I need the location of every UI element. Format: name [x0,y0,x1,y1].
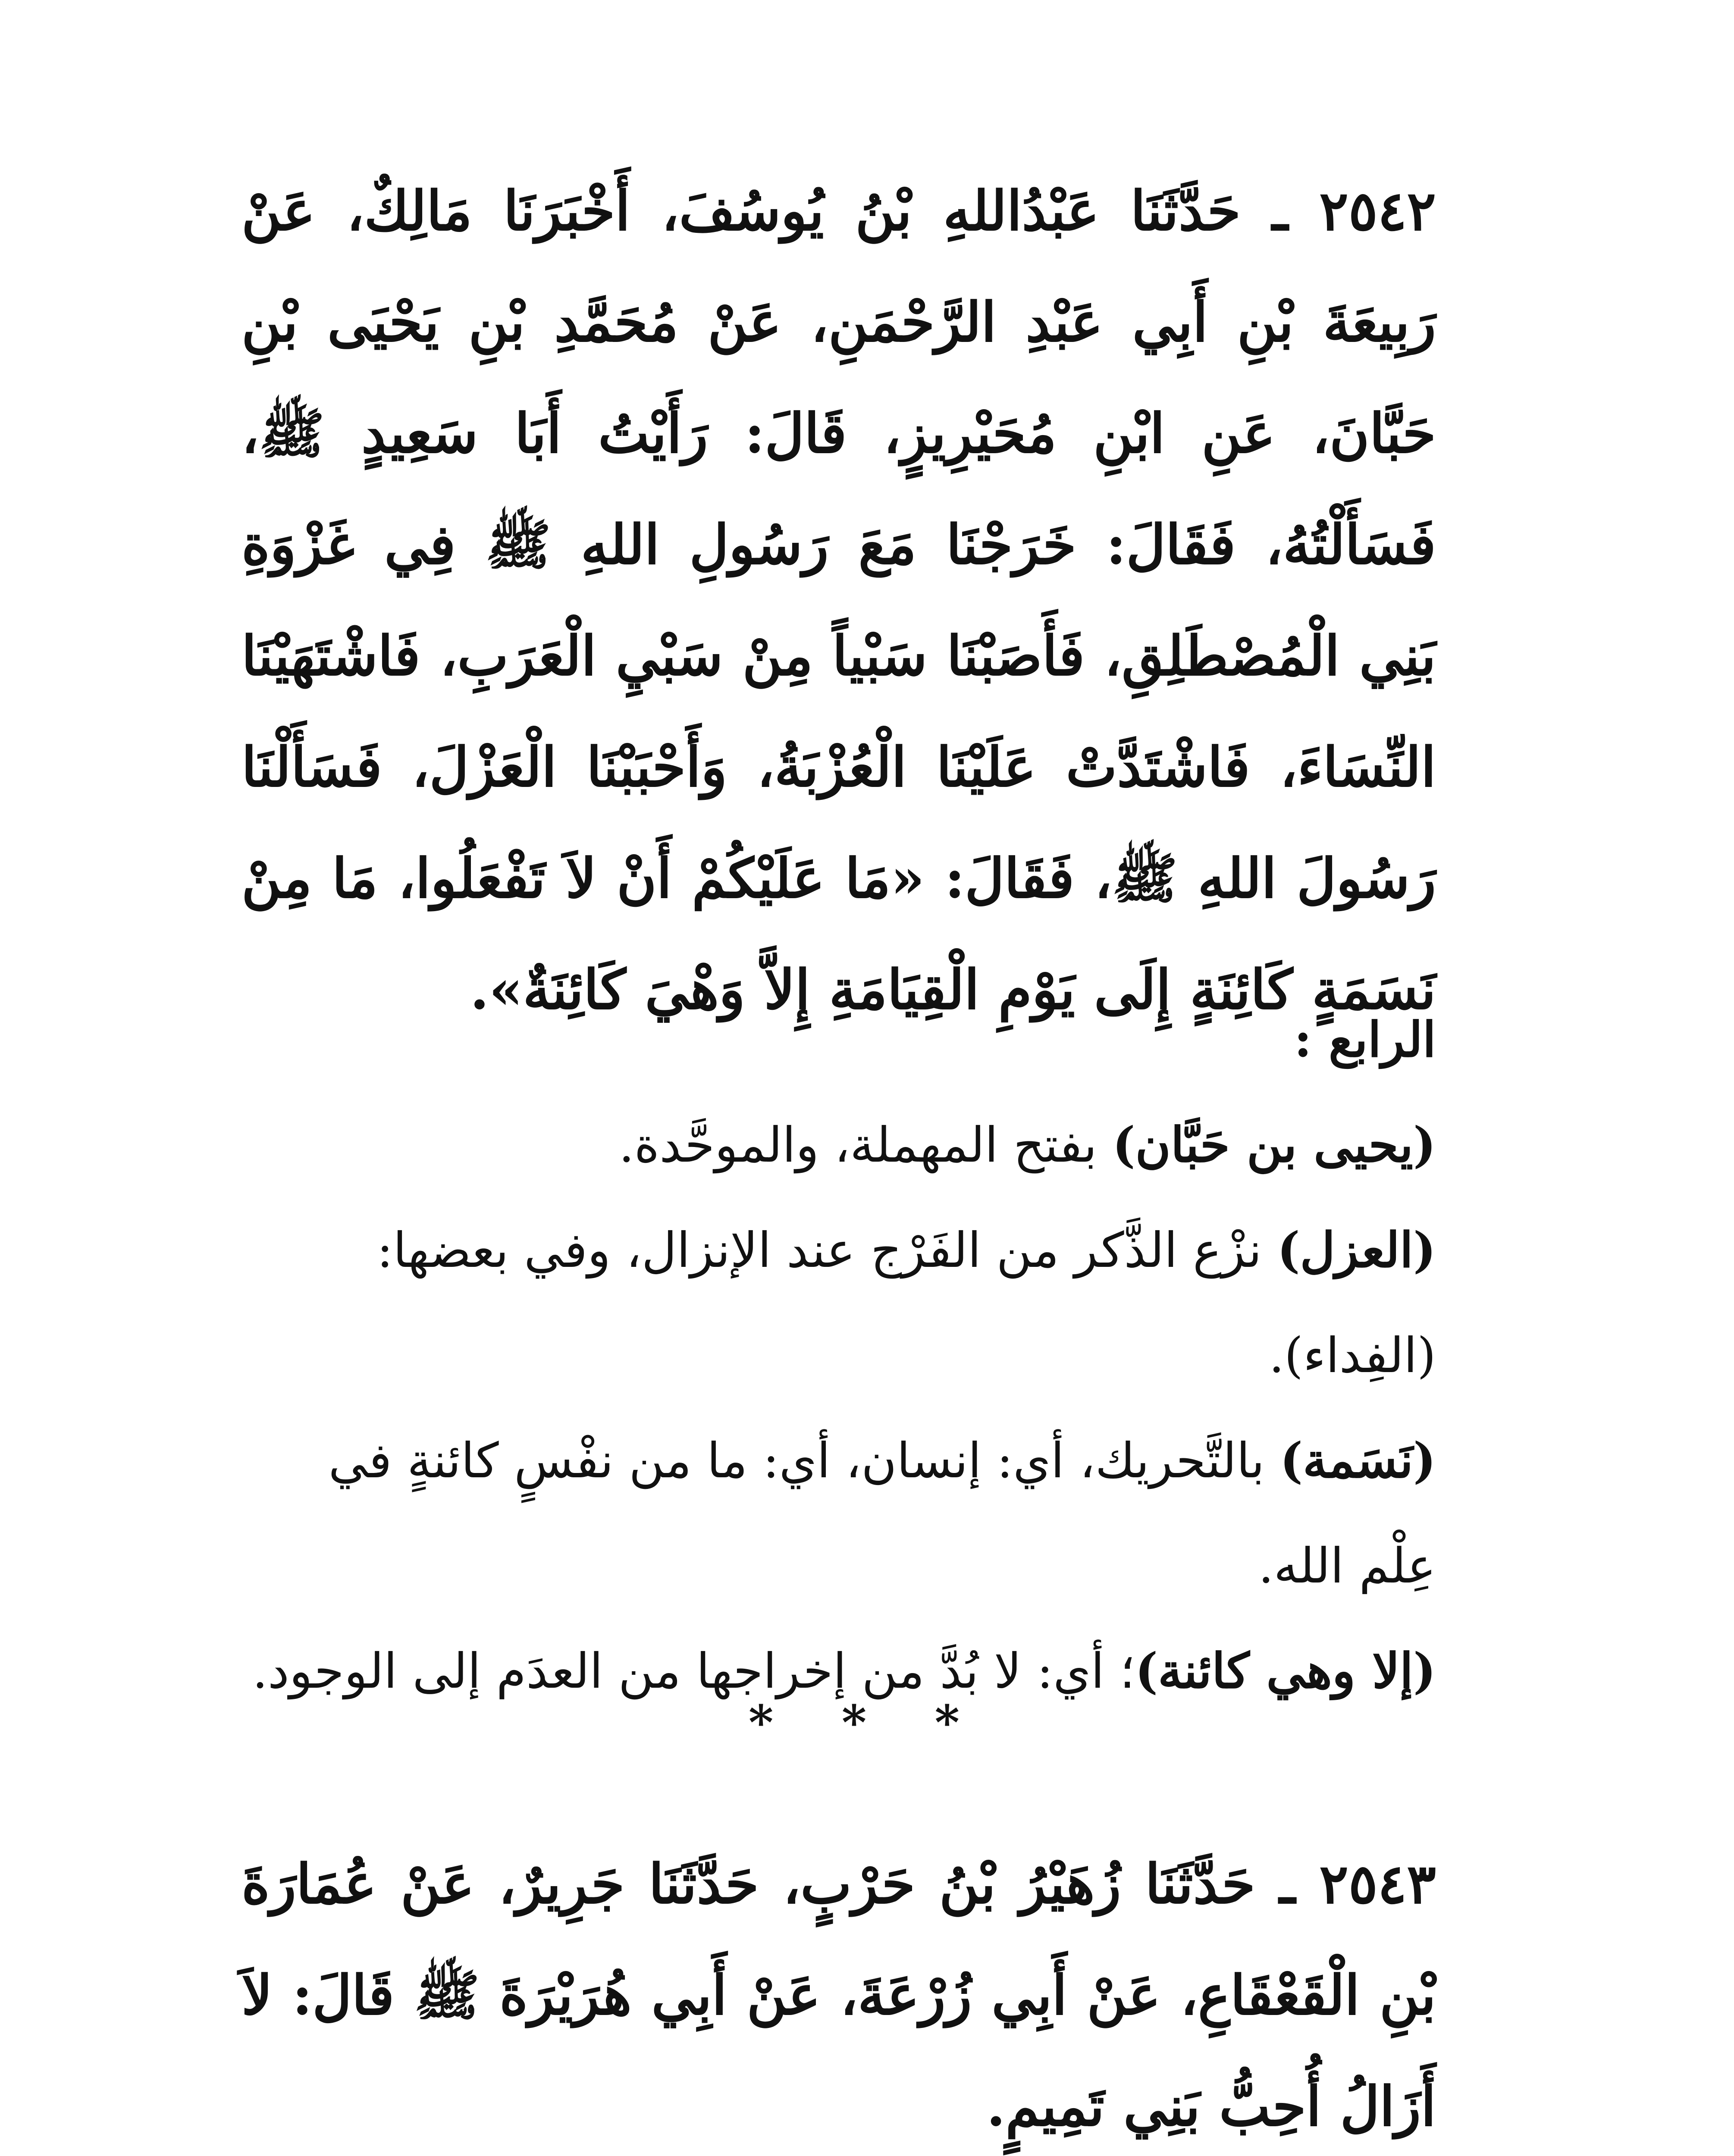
note-text: بالتَّحريك، أي: إنسان، أي: ما من نفْسٍ كائنةٍ في عِلْم الله. [328,1433,1436,1594]
hadith-2543-paragraph [241,1828,1436,2156]
commentary-note [241,1093,1436,1198]
commentary-heading: الرابع : [1294,1012,1436,1068]
hadith-dash: ـ [1255,1852,1295,1916]
hadith-dash: ـ [1241,179,1288,243]
hadith-2542 [241,155,1436,1045]
note-term: (نَسَمة) [1280,1432,1436,1489]
note-term: (يحيى بن حَبَّان) [1112,1117,1436,1173]
commentary-section [241,987,1436,1724]
hadith-number: ٢٥٤٣ [1319,1852,1436,1916]
commentary-note [241,1408,1436,1619]
commentary-note [241,1198,1436,1408]
note-text: ؛ أي: لا بُدَّ من إخراجها من العدَم إلى الوجود. [252,1643,1135,1699]
note-term: (العزل) [1277,1222,1436,1279]
hadith-text: حَدَّثَنَا زُهَيْرُ بْنُ حَرْبٍ، حَدَّثَنَا جَرِيرٌ، عَنْ عُمَارَةَ بْنِ الْقَعْقَاعِ، عَنْ أَبِي زُرْعَةَ، عَنْ أَبِي هُرَيْرَةَ ﷺ قَالَ: لاَ أَزَالُ أُحِبُّ بَنِي تَمِيمٍ. [241,1852,1436,2138]
hadith-2542-paragraph [241,155,1436,1045]
hadith-text: حَدَّثَنَا عَبْدُاللهِ بْنُ يُوسُفَ، أَخْبَرَنَا مَالِكٌ، عَنْ رَبِيعَةَ بْنِ أَبِي عَبْدِ الرَّحْمَنِ، عَنْ مُحَمَّدِ بْنِ يَحْيَى بْنِ حَبَّانَ، عَنِ ابْنِ مُحَيْرِيزٍ، قَالَ: رَأَيْتُ أَبَا سَعِيدٍ ﷺ، فَسَأَلْتُهُ، فَقَالَ: خَرَجْنَا مَعَ رَسُولِ اللهِ ﷺ فِي غَزْوَةِ بَنِي الْمُصْطَلِقِ، فَأَصَبْنَا سَبْياً مِنْ سَبْيِ الْعَرَبِ، فَاشْتَهَيْنَا النِّسَاءَ، فَاشْتَدَّتْ عَلَيْنَا الْعُزْبَةُ، وَأَحْبَبْنَا الْعَزْلَ، فَسَأَلْنَا رَسُولَ اللهِ ﷺ، فَقَالَ: «مَا عَلَيْكُمْ أَنْ لاَ تَفْعَلُوا، مَا مِنْ نَسَمَةٍ كَائِنَةٍ إِلَى يَوْمِ الْقِيَامَةِ إِلاَّ وَهْيَ كَائِنَةٌ». [241,179,1436,1022]
hadith-number: ٢٥٤٢ [1319,179,1436,243]
note-text: بفتح المهملة، والموحَّدة. [618,1117,1113,1173]
section-separator: * * * [748,1695,986,1750]
hadith-2543 [241,1828,1436,2156]
note-text: نزْع الذَّكر من الفَرْج عند الإنزال، وفي بعضها: (الفِداء). [376,1222,1436,1384]
note-term: (إلا وهي كائنة) [1135,1643,1436,1699]
